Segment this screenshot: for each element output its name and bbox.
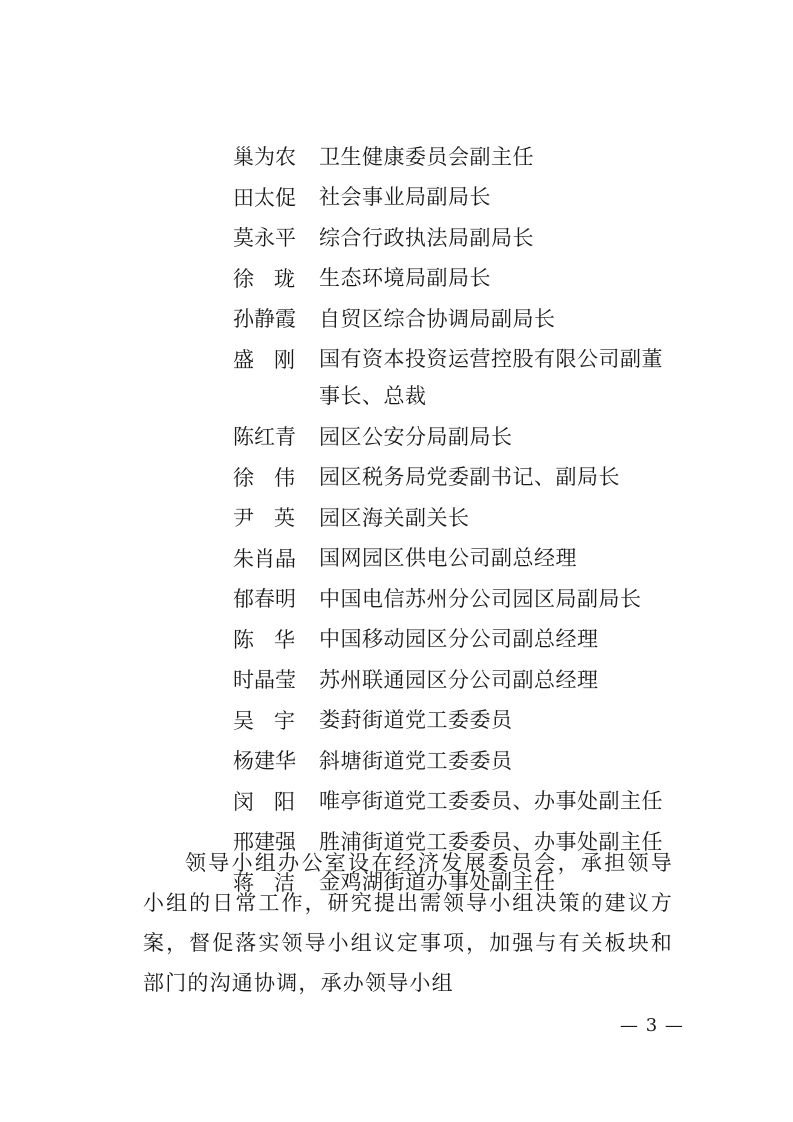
name-char: 青 xyxy=(275,425,296,449)
member-row xyxy=(233,544,693,578)
member-name xyxy=(233,544,295,574)
body-paragraph: 领导小组办公室设在经济发展委员会，承担领导小组的日常工作，研究提出需领导小组决策的建议方案，督促落实领导小组议定事项，加强与有关板块和部门的沟通协调，承办领导小组 xyxy=(143,851,673,995)
member-title: 生态环境局副局长 xyxy=(319,266,491,290)
name-char: 闵 xyxy=(233,789,254,814)
member-row xyxy=(233,463,693,497)
member-name xyxy=(233,463,295,493)
member-name xyxy=(233,142,295,172)
member-name xyxy=(233,503,295,533)
member-title: 娄葑街道党工委委员 xyxy=(319,708,513,732)
name-char: 华 xyxy=(274,627,295,652)
member-row xyxy=(233,625,693,659)
name-char: 盛 xyxy=(233,347,254,372)
member-title: 唯亭街道党工委委员、办事处副主任 xyxy=(319,789,663,813)
member-row xyxy=(233,706,693,740)
name-char: 朱 xyxy=(233,546,254,571)
name-char: 蒋 xyxy=(233,870,254,895)
name-char: 孙 xyxy=(233,307,254,331)
name-char: 陈 xyxy=(233,627,254,652)
name-char: 阳 xyxy=(274,789,295,814)
member-row xyxy=(233,584,693,618)
name-char: 农 xyxy=(275,145,296,169)
member-title: 金鸡湖街道办事处副主任 xyxy=(319,870,556,894)
member-title: 综合行政执法局副局长 xyxy=(319,225,534,250)
name-char: 珑 xyxy=(274,266,295,291)
name-char: 田 xyxy=(233,185,254,210)
name-char: 巢 xyxy=(233,145,254,169)
name-char: 华 xyxy=(275,749,296,773)
member-row xyxy=(233,746,693,780)
name-char: 徐 xyxy=(233,465,254,490)
member-row xyxy=(233,142,693,176)
name-char: 太 xyxy=(254,185,275,210)
name-char: 明 xyxy=(275,587,296,611)
name-char: 伟 xyxy=(274,465,295,490)
member-name xyxy=(233,706,295,736)
member-name xyxy=(233,625,295,655)
name-char: 建 xyxy=(254,749,275,773)
member-row xyxy=(233,345,693,416)
name-char: 静 xyxy=(254,307,275,331)
member-list xyxy=(233,142,693,908)
member-name xyxy=(233,345,295,375)
name-char: 永 xyxy=(254,226,275,250)
name-char: 强 xyxy=(275,830,296,854)
name-char: 杨 xyxy=(233,749,254,773)
name-char: 郁 xyxy=(233,587,254,611)
member-title: 中国电信苏州分公司园区局副局长 xyxy=(319,586,642,611)
name-char: 春 xyxy=(254,587,275,611)
member-title: 国网园区供电公司副总经理 xyxy=(319,546,577,570)
name-char: 肖 xyxy=(254,546,275,571)
name-char: 英 xyxy=(274,506,295,530)
name-char: 时 xyxy=(233,668,254,692)
member-name xyxy=(233,264,295,294)
member-title: 国有资本投资运营控股有限公司副董事长、总裁 xyxy=(319,347,663,408)
member-title: 中国移动园区分公司副总经理 xyxy=(319,627,599,651)
member-name xyxy=(233,183,295,213)
name-char: 宇 xyxy=(274,708,295,733)
name-char: 刚 xyxy=(274,347,295,372)
name-char: 徐 xyxy=(233,266,254,291)
member-title: 社会事业局副局长 xyxy=(319,185,491,209)
name-char: 建 xyxy=(254,830,275,854)
member-row xyxy=(233,422,693,456)
page-number: — 3 — xyxy=(620,1015,684,1036)
member-title: 斜塘街道党工委委员 xyxy=(319,748,513,773)
member-row xyxy=(233,304,693,338)
member-name xyxy=(233,746,295,776)
member-title: 园区公安分局副局长 xyxy=(319,424,513,449)
name-char: 霞 xyxy=(275,307,296,331)
member-row xyxy=(233,503,693,537)
member-row xyxy=(233,787,693,821)
name-char: 晶 xyxy=(275,546,296,571)
name-char: 陈 xyxy=(233,425,254,449)
name-char: 尹 xyxy=(233,506,254,530)
name-char: 吴 xyxy=(233,708,254,733)
name-char: 促 xyxy=(275,185,296,210)
member-title: 胜浦街道党工委委员、办事处副主任 xyxy=(319,829,663,854)
member-title: 园区税务局党委副书记、副局长 xyxy=(319,465,620,489)
member-name xyxy=(233,584,295,614)
member-title: 苏州联通园区分公司副总经理 xyxy=(319,667,599,692)
member-row xyxy=(233,223,693,257)
member-name xyxy=(233,665,295,695)
member-name xyxy=(233,787,295,817)
member-title: 卫生健康委员会副主任 xyxy=(319,144,534,169)
name-char: 平 xyxy=(275,226,296,250)
member-title: 自贸区综合协调局副局长 xyxy=(319,306,556,331)
member-name xyxy=(233,304,295,334)
name-char: 莹 xyxy=(275,668,296,692)
member-row xyxy=(233,264,693,298)
name-char: 晶 xyxy=(254,668,275,692)
member-name xyxy=(233,223,295,253)
member-name xyxy=(233,422,295,452)
name-char: 红 xyxy=(254,425,275,449)
member-row xyxy=(233,183,693,217)
name-char: 为 xyxy=(254,145,275,169)
member-row xyxy=(233,665,693,699)
name-char: 邢 xyxy=(233,830,254,854)
name-char: 莫 xyxy=(233,226,254,250)
name-char: 洁 xyxy=(274,870,295,895)
member-title: 园区海关副关长 xyxy=(319,505,470,530)
